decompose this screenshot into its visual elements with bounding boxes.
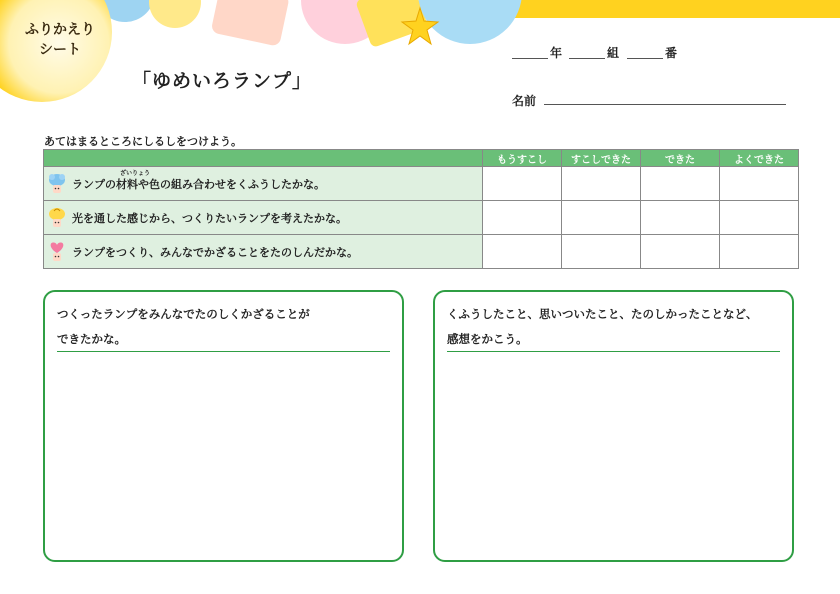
self-assessment-table: [43, 149, 799, 269]
grade-label: 年: [550, 46, 563, 60]
checkbox-cell[interactable]: [483, 201, 562, 235]
table-header-blank: [44, 150, 483, 167]
grade-field[interactable]: [512, 58, 548, 59]
ruby-annotation: ざいりょう: [120, 169, 151, 177]
question-cell: [44, 201, 483, 235]
pink-heart-lamp-character-icon: [48, 241, 66, 263]
table-row: [44, 235, 799, 269]
checkbox-cell[interactable]: [720, 235, 799, 269]
yellow-lamp-character-icon: [48, 207, 66, 229]
instruction-text: あてはまるところにしるしをつけよう。: [44, 135, 242, 148]
badge-label: ふりかえり シート: [25, 22, 95, 58]
column-header: よくできた: [720, 150, 799, 167]
prompt-divider: [447, 351, 780, 352]
question-text: ランプをつくり、みんなでかざることをたのしんだかな。: [72, 245, 358, 259]
question-cell: [44, 167, 483, 201]
table-row: [44, 167, 799, 201]
checkbox-cell[interactable]: [483, 235, 562, 269]
pink-card-shape: [211, 0, 290, 47]
column-header: できた: [641, 150, 720, 167]
reflection-prompt: つくったランプをみんなでたのしくかざることが できたかな。: [57, 307, 310, 346]
class-label: 組: [607, 46, 620, 60]
name-label: 名前: [512, 94, 537, 108]
reflection-prompt: くふうしたこと、思いついたこと、たのしかったことなど、 感想をかこう。: [447, 307, 758, 346]
name-field[interactable]: [544, 104, 786, 105]
column-header: すこしできた: [562, 150, 641, 167]
checkbox-cell[interactable]: [641, 235, 720, 269]
reflection-box-impressions[interactable]: [433, 290, 794, 562]
checkbox-cell[interactable]: [641, 167, 720, 201]
question-cell: [44, 235, 483, 269]
table-header-row: [44, 150, 799, 167]
checkbox-cell[interactable]: [562, 201, 641, 235]
blue-lamp-character-icon: [48, 173, 66, 195]
column-header: もうすこし: [483, 150, 562, 167]
checkbox-cell[interactable]: [720, 201, 799, 235]
checkbox-cell[interactable]: [720, 167, 799, 201]
prompt-divider: [57, 351, 390, 352]
checkbox-cell[interactable]: [483, 167, 562, 201]
yellow-bubble-shape: [149, 0, 201, 28]
table-row: [44, 201, 799, 235]
checkbox-cell[interactable]: [562, 167, 641, 201]
decorative-shapes: [90, 0, 530, 60]
class-field[interactable]: [569, 58, 605, 59]
question-text: 光を通した感じから、つくりたいランプを考えたかな。: [72, 211, 347, 225]
checkbox-cell[interactable]: [562, 235, 641, 269]
question-text: ランプの材料や色の組み合わせをくふうしたかな。: [72, 177, 325, 191]
page-title: 「ゆめいろランプ」: [132, 70, 313, 92]
checkbox-cell[interactable]: [641, 201, 720, 235]
number-field[interactable]: [627, 58, 663, 59]
reflection-box-display[interactable]: [43, 290, 404, 562]
number-label: 番: [665, 46, 678, 60]
